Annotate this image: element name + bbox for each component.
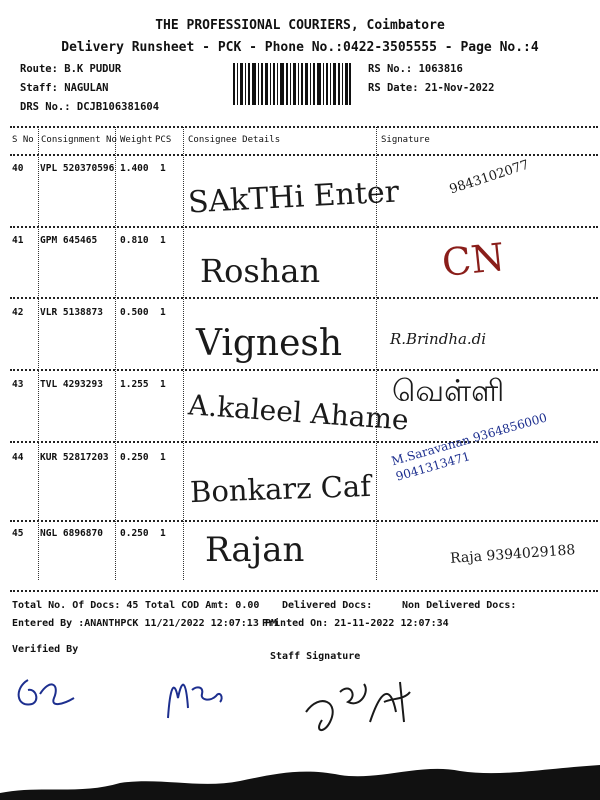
staff-signature-label: Staff Signature (270, 651, 361, 662)
rs-date: RS Date: 21-Nov-2022 (368, 82, 495, 94)
row-pcs: 1 (160, 528, 166, 539)
company-title: THE PROFESSIONAL COURIERS, Coimbatore (155, 18, 445, 33)
route-label: Route: B.K PUDUR (20, 63, 122, 75)
barcode (233, 63, 351, 105)
col-header-consignee: Consignee Details (188, 135, 281, 145)
row-pcs: 1 (160, 307, 166, 318)
row-sno: 45 (12, 528, 24, 539)
row-consignment: TVL 4293293 (40, 379, 103, 390)
col-header-sno: S No (12, 135, 34, 145)
row-consignment: VLR 5138873 (40, 307, 103, 318)
row-signature: R.Brindha.di (390, 330, 487, 348)
row-consignee-handwritten: A.kaleel Ahame (187, 388, 410, 437)
column-divider (115, 127, 116, 580)
row-weight: 0.500 (120, 307, 149, 318)
drs-number: DRS No.: DCJB106381604 (20, 101, 160, 113)
row-signature: 9843102077 (447, 157, 532, 198)
initials-signature (160, 668, 240, 728)
row-weight: 0.250 (120, 528, 149, 539)
runsheet-subtitle: Delivery Runsheet - PCK - Phone No.:0422-3505555 - Page No.:4 (61, 40, 539, 55)
total-cod-amount: Total COD Amt: 0.00 (145, 600, 260, 611)
row-signature: CN (439, 234, 507, 286)
row-sno: 41 (12, 235, 24, 246)
row-weight: 1.255 (120, 379, 149, 390)
row-pcs: 1 (160, 379, 166, 390)
column-divider (38, 127, 39, 580)
row-pcs: 1 (160, 452, 166, 463)
row-divider (10, 297, 598, 299)
row-consignee-handwritten: Bonkarz Caf (189, 468, 372, 510)
row-divider (10, 520, 598, 522)
row-sno: 40 (12, 163, 24, 174)
row-consignee-handwritten: Rajan (205, 530, 305, 570)
printed-on: Printed On: 21-11-2022 12:07:34 (262, 618, 449, 629)
col-header-signature: Signature (381, 135, 430, 145)
table-bottom-rule (10, 590, 598, 592)
non-delivered-docs: Non Delivered Docs: (402, 600, 517, 611)
delivered-docs: Delivered Docs: (282, 600, 373, 611)
row-divider (10, 226, 598, 228)
col-header-pcs: PCS (155, 135, 172, 145)
row-signature: வெள்ளி (392, 374, 505, 409)
entered-by: Entered By :ANANTHPCK 11/21/2022 12:07:13 PM (12, 618, 277, 629)
row-consignee-handwritten: Vignesh (196, 323, 343, 364)
row-weight: 0.810 (120, 235, 149, 246)
verified-by-label: Verified By (12, 644, 79, 655)
verifier-signature (10, 668, 90, 718)
row-weight: 0.250 (120, 452, 149, 463)
row-consignee-handwritten: Roshan (200, 252, 321, 290)
row-sno: 43 (12, 379, 24, 390)
torn-paper-edge (0, 755, 600, 800)
rs-number: RS No.: 1063816 (368, 63, 463, 75)
row-consignee-handwritten: SAkTHi Enter (187, 174, 400, 221)
row-weight: 1.400 (120, 163, 149, 174)
row-pcs: 1 (160, 235, 166, 246)
total-docs: Total No. Of Docs: 45 (12, 600, 139, 611)
col-header-consignment: Consignment No (41, 135, 117, 145)
staff-signature (300, 662, 420, 742)
column-divider (183, 127, 184, 580)
col-header-weight: Weight (120, 135, 153, 145)
row-consignment: NGL 6896870 (40, 528, 103, 539)
staff-label: Staff: NAGULAN (20, 82, 109, 94)
table-top-rule (10, 126, 598, 128)
row-consignment: GPM 645465 (40, 235, 98, 246)
row-signature: Raja 9394029188 (449, 542, 576, 567)
row-signature: M.Saravanan 9364856000 9041313471 (389, 410, 549, 484)
row-divider (10, 369, 598, 371)
row-pcs: 1 (160, 163, 166, 174)
header-rule (10, 154, 598, 156)
row-sno: 42 (12, 307, 24, 318)
row-consignment: VPL 520370596 (40, 163, 115, 174)
row-sno: 44 (12, 452, 24, 463)
row-consignment: KUR 52817203 (40, 452, 109, 463)
